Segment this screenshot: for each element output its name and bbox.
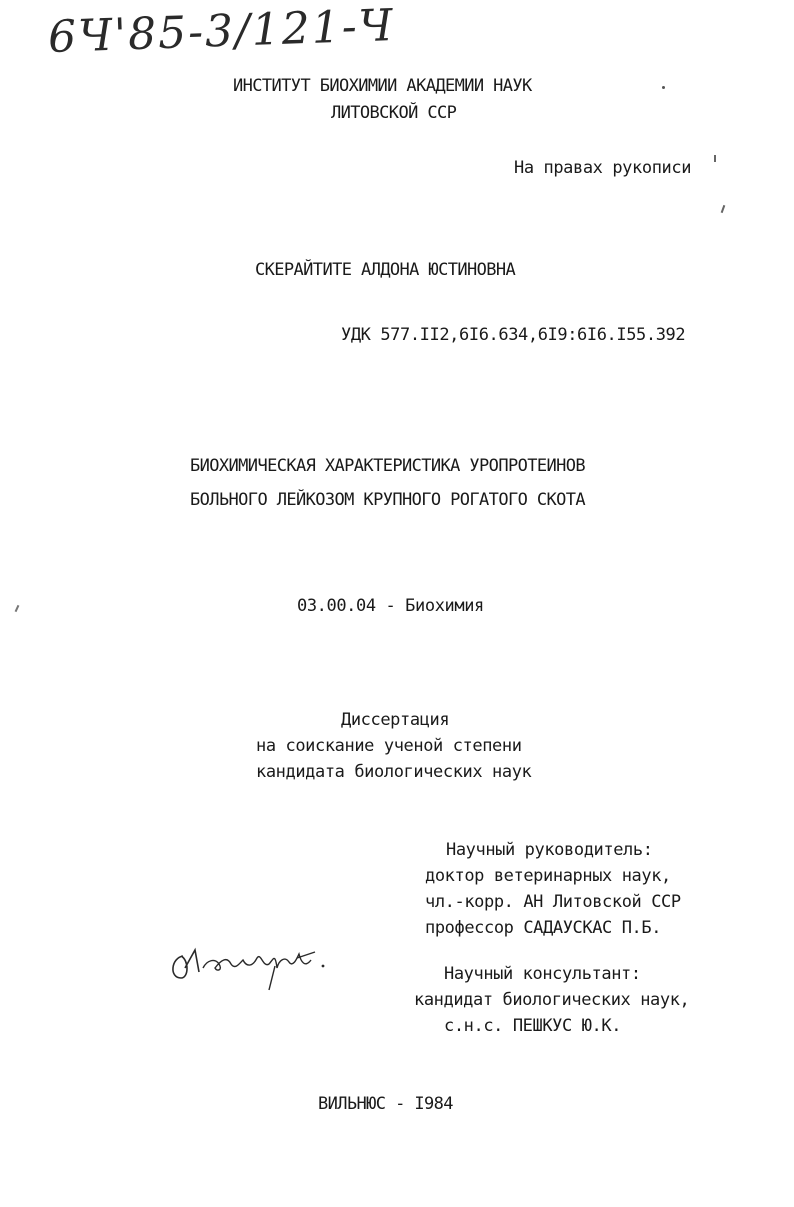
supervisor-line-1: доктор ветеринарных наук, [425, 866, 671, 886]
scan-speck [662, 86, 665, 89]
title-line-2: БОЛЬНОГО ЛЕЙКОЗОМ КРУПНОГО РОГАТОГО СКОТА [190, 490, 586, 510]
title-line-1: БИОХИМИЧЕСКАЯ ХАРАКТЕРИСТИКА УРОПРОТЕИНОВ [190, 456, 586, 476]
scan-speck [714, 155, 716, 162]
supervisor-label: Научный руководитель: [446, 840, 653, 860]
specialty-code: 03.00.04 - Биохимия [297, 596, 484, 616]
manuscript-rights: На правах рукописи [514, 158, 692, 178]
scan-speck [721, 205, 726, 213]
institute-line-1: ИНСТИТУТ БИОХИМИИ АКАДЕМИИ НАУК [233, 76, 532, 96]
consultant-label: Научный консультант: [444, 964, 641, 984]
udc-code: УДК 577.II2,6I6.634,6I9:6I6.I55.392 [341, 325, 686, 345]
dissertation-line-2: на соискание ученой степени [256, 736, 522, 756]
consultant-line-1: кандидат биологических наук, [414, 990, 690, 1010]
author-signature [165, 938, 335, 998]
institute-line-2: ЛИТОВСКОЙ ССР [331, 103, 457, 123]
scan-speck [15, 605, 20, 612]
consultant-line-2: с.н.с. ПЕШКУС Ю.К. [444, 1016, 622, 1036]
handwritten-archive-note: 6Ч'85-3/121-Ч [47, 0, 396, 64]
supervisor-line-2: чл.-корр. АН Литовской ССР [425, 892, 681, 912]
dissertation-line-1: Диссертация [341, 710, 450, 730]
author-name: СКЕРАЙТИТЕ АЛДОНА ЮСТИНОВНА [255, 260, 516, 280]
city-year: ВИЛЬНЮС - I984 [318, 1094, 453, 1114]
dissertation-line-3: кандидата биологических наук [256, 762, 532, 782]
supervisor-line-3: профессор САДАУСКАС П.Б. [425, 918, 662, 938]
